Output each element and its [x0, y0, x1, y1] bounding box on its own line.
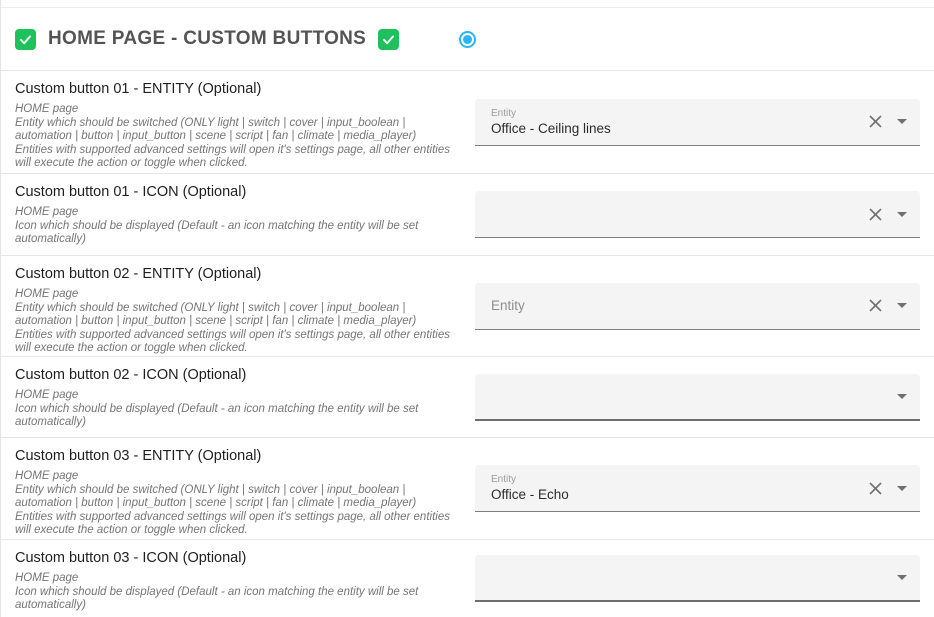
description-line: HOME page	[15, 470, 79, 482]
setting-control-column	[461, 357, 934, 437]
page-title: HOME PAGE - CUSTOM BUTTONS	[48, 28, 367, 49]
description-line: HOME page	[15, 206, 79, 218]
select-icons	[868, 298, 920, 313]
setting-row-custom-button-03-entity	[1, 437, 934, 539]
entity-select-custom-button-01[interactable]	[475, 99, 920, 146]
section-checkbox-right[interactable]	[378, 29, 399, 50]
icon-select-custom-button-03[interactable]	[475, 555, 920, 602]
select-icons	[868, 481, 920, 496]
setting-description-column	[1, 540, 461, 617]
setting-heading: Custom button 02 - ENTITY (Optional)	[15, 266, 262, 282]
setting-description	[15, 288, 461, 356]
select-text	[475, 298, 868, 313]
select-icons	[868, 114, 920, 129]
setting-description-column	[1, 71, 461, 173]
top-divider	[1, 0, 934, 8]
select-icons	[868, 207, 920, 222]
setting-row-custom-button-03-icon	[1, 539, 934, 617]
setting-control-column	[461, 71, 934, 173]
section-radio[interactable]	[459, 31, 476, 48]
select-floating-label: Entity	[491, 474, 517, 485]
section-header	[1, 8, 934, 70]
setting-description-column	[1, 256, 461, 356]
clear-x-icon[interactable]	[868, 114, 883, 129]
description-line: HOME page	[15, 288, 79, 300]
select-value: Office - Ceiling lines	[491, 120, 611, 136]
description-line: Entities with supported advanced settings will open it's settings page, all other entities will execute the action or toggle when clicked.	[15, 143, 450, 169]
clear-x-icon[interactable]	[868, 207, 883, 222]
setting-control-column	[461, 540, 934, 617]
setting-control-column	[461, 174, 934, 255]
setting-row-custom-button-02-entity	[1, 255, 934, 356]
chevron-down-icon[interactable]	[897, 486, 907, 491]
chevron-down-icon[interactable]	[897, 119, 907, 124]
description-line: HOME page	[15, 103, 79, 115]
section-checkbox-left[interactable]	[15, 29, 36, 50]
description-line: Icon which should be displayed (Default - an icon matching the entity will be set automatically)	[15, 585, 419, 611]
chevron-down-icon[interactable]	[897, 303, 907, 308]
select-icons	[897, 575, 920, 580]
description-line: Entities with supported advanced settings will open it's settings page, all other entities will execute the action or toggle when clicked.	[15, 510, 450, 536]
radio-selected-icon	[463, 35, 472, 44]
setting-description	[15, 389, 461, 430]
setting-heading: Custom button 01 - ICON (Optional)	[15, 184, 247, 200]
chevron-down-icon[interactable]	[897, 575, 907, 580]
setting-description	[15, 470, 461, 538]
icon-select-custom-button-01[interactable]	[475, 191, 920, 238]
setting-control-column	[461, 256, 934, 356]
select-value: Office - Echo	[491, 487, 569, 502]
setting-row-custom-button-01-entity	[1, 70, 934, 173]
setting-description-column	[1, 357, 461, 437]
clear-x-icon[interactable]	[868, 298, 883, 313]
description-line: Icon which should be displayed (Default - an icon matching the entity will be set automatically)	[15, 219, 419, 245]
setting-heading: Custom button 02 - ICON (Optional)	[15, 367, 247, 383]
setting-description-column	[1, 174, 461, 255]
description-line: Entity which should be switched (ONLY light | switch | cover | input_boolean | automation | button | input_button | scene | script | fan | climate | media_player)	[15, 301, 417, 327]
description-line: Icon which should be displayed (Default - an icon matching the entity will be set automatically)	[15, 402, 419, 428]
chevron-down-icon[interactable]	[897, 394, 907, 399]
description-line: Entity which should be switched (ONLY light | switch | cover | input_boolean | automation | button | input_button | scene | script | fan | climate | media_player)	[15, 483, 417, 509]
select-placeholder: Entity	[491, 298, 525, 313]
setting-description-column	[1, 438, 461, 539]
setting-heading: Custom button 03 - ENTITY (Optional)	[15, 448, 262, 464]
setting-heading: Custom button 01 - ENTITY (Optional)	[15, 81, 262, 97]
select-text	[475, 474, 868, 502]
setting-description	[15, 103, 461, 171]
setting-description	[15, 572, 461, 613]
entity-select-custom-button-03[interactable]	[475, 465, 920, 512]
setting-control-column	[461, 438, 934, 539]
checkbox-checked-icon	[381, 32, 396, 47]
setting-heading: Custom button 03 - ICON (Optional)	[15, 550, 247, 566]
clear-x-icon[interactable]	[868, 481, 883, 496]
checkbox-checked-icon	[18, 32, 33, 47]
setting-description	[15, 206, 461, 247]
select-floating-label: Entity	[491, 107, 517, 119]
description-line: HOME page	[15, 572, 79, 584]
entity-select-custom-button-02[interactable]	[475, 283, 920, 330]
select-text	[475, 108, 868, 136]
chevron-down-icon[interactable]	[897, 212, 907, 217]
icon-select-custom-button-02[interactable]	[475, 374, 920, 421]
description-line: HOME page	[15, 389, 79, 401]
setting-row-custom-button-02-icon	[1, 356, 934, 437]
description-line: Entities with supported advanced settings will open it's settings page, all other entities will execute the action or toggle when clicked.	[15, 328, 450, 354]
select-icons	[897, 394, 920, 399]
setting-row-custom-button-01-icon	[1, 173, 934, 255]
description-line: Entity which should be switched (ONLY light | switch | cover | input_boolean | automation | button | input_button | scene | script | fan | climate | media_player)	[15, 116, 417, 142]
